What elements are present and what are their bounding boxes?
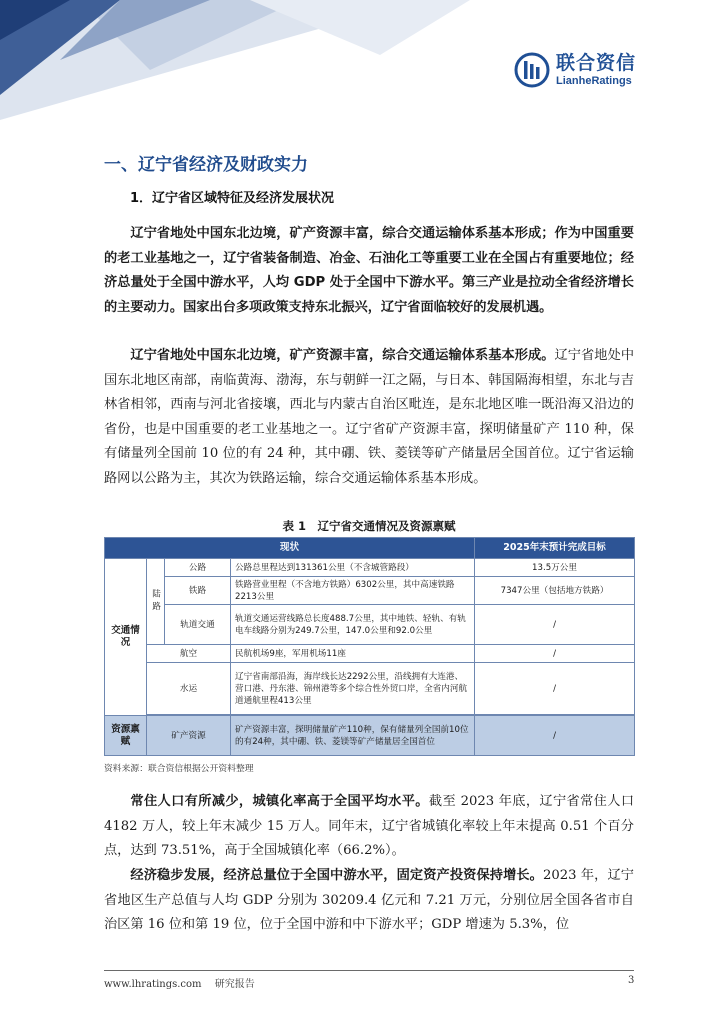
row-status: 铁路营业里程（不含地方铁路）6302公里，其中高速铁路2213公里: [231, 577, 475, 605]
logo-english-name: LianheRatings: [556, 74, 632, 87]
table-row: [105, 577, 635, 605]
row-status: 民航机场9座，军用机场11座: [231, 645, 475, 663]
header-target: 2025年末预计完成目标: [475, 538, 635, 559]
row-status: 轨道交通运营线路总长度488.7公里，其中地铁、轻轨、有轨电车线路分别为249.7公里，147.0公里和92.0公里: [231, 605, 475, 645]
geography-paragraph: [104, 344, 634, 492]
row-status: 辽宁省南部沿海，海岸线长达2292公里，沿线拥有大连港、营口港、丹东港、锦州港等多个综合性外贸口岸，全省内河航道通航里程413公里: [231, 663, 475, 715]
table-source-note: 资料来源：联合资信根据公开资料整理: [104, 764, 254, 774]
group-transport: 交通情况: [105, 559, 147, 716]
footer-divider: [104, 970, 634, 971]
table-row: [105, 716, 635, 756]
page-number: 3: [628, 975, 635, 986]
row-label: 航空: [147, 645, 231, 663]
group-resource: 资源禀赋: [105, 716, 147, 756]
row-target: 7347公里（包括地方铁路）: [475, 577, 635, 605]
summary-paragraph: [104, 222, 634, 320]
row-target: /: [475, 716, 635, 756]
land-label: 陆路: [147, 559, 165, 645]
table-caption: 表 1 辽宁省交通情况及资源禀赋: [282, 519, 456, 533]
row-status: 矿产资源丰富，探明储量矿产110种，保有储量列全国前10位的有24种，其中硼、铁、菱镁等矿产储量居全国首位: [231, 716, 475, 756]
row-status: 公路总里程达到131361公里（不含城管路段）: [231, 559, 475, 577]
brand-logo: [514, 52, 636, 88]
row-label: 矿产资源: [147, 716, 231, 756]
lianhe-logo-icon: [514, 52, 550, 88]
geography-body: 辽宁省地处中国东北地区南部，南临黄海、渤海，东与朝鲜一江之隔，与日本、韩国隔海相望，东北与吉林省相邻，西南与河北省接壤，西北与内蒙古自治区毗连，是东北地区唯一既沿海又沿边的省份，也是中国重要的老工业基地之一。辽宁省矿产资源丰富，探明储量矿产 110 种，保有储量列全国前 10 位的有 24 种，其中硼、铁、菱镁等矿产储量居全国首位。辽宁省运输路网以公路为主，其次为铁路运输，综合交通运输体系基本形成。: [104, 348, 635, 486]
table-row: [105, 559, 635, 577]
population-body: 截至 2023 年底，辽宁省常住人口 4182 万人，较上年末减少 15 万人。同年末，辽宁省城镇化率较上年末提高 0.51 个百分点，达到 73.51%，高于全国城镇化率（66.2%）。: [104, 794, 635, 859]
footer-site[interactable]: www.lhratings.com 研究报告: [104, 979, 255, 990]
table-row: [105, 663, 635, 715]
row-label: 铁路: [165, 577, 231, 605]
economy-lead: 经济稳步发展，经济总量位于全国中游水平，固定资产投资保持增长。: [130, 868, 543, 883]
table-row: [105, 645, 635, 663]
geography-lead: 辽宁省地处中国东北边境，矿产资源丰富，综合交通运输体系基本形成。: [130, 348, 555, 363]
table-row: [105, 605, 635, 645]
table-header-row: [105, 538, 635, 559]
row-label: 水运: [147, 663, 231, 715]
population-paragraph: [104, 790, 634, 864]
row-target: /: [475, 645, 635, 663]
economy-paragraph: [104, 864, 634, 938]
population-lead: 常住人口有所减少，城镇化率高于全国平均水平。: [130, 794, 429, 809]
row-label: 轨道交通: [165, 605, 231, 645]
row-target: /: [475, 663, 635, 715]
row-label: 公路: [165, 559, 231, 577]
subsection-title: 1．辽宁省区域特征及经济发展状况: [130, 191, 335, 206]
header-status: 现状: [105, 538, 475, 559]
economy-body: 2023 年，辽宁省地区生产总值与人均 GDP 分别为 30209.4 亿元和 7.21 万元，分别位居全国各省市自治区第 16 位和第 19 位，位于全国中游和中下游水平；GDP 增速为 5.3%，位: [104, 868, 634, 933]
transport-resource-table: [104, 537, 635, 756]
row-target: /: [475, 605, 635, 645]
summary-text: 辽宁省地处中国东北边境，矿产资源丰富，综合交通运输体系基本形成；作为中国重要的老工业基地之一，辽宁省装备制造、冶金、石油化工等重要工业在全国占有重要地位；经济总量处于全国中游水平，人均 GDP 处于全国中下游水平。第三产业是拉动全省经济增长的主要动力。国家出台多项政策支持东北振兴，辽宁省面临较好的发展机遇。: [104, 226, 634, 315]
logo-chinese-name: 联合资信: [556, 51, 637, 74]
section-title: 一、辽宁省经济及财政实力: [104, 155, 308, 175]
row-target: 13.5万公里: [475, 559, 635, 577]
